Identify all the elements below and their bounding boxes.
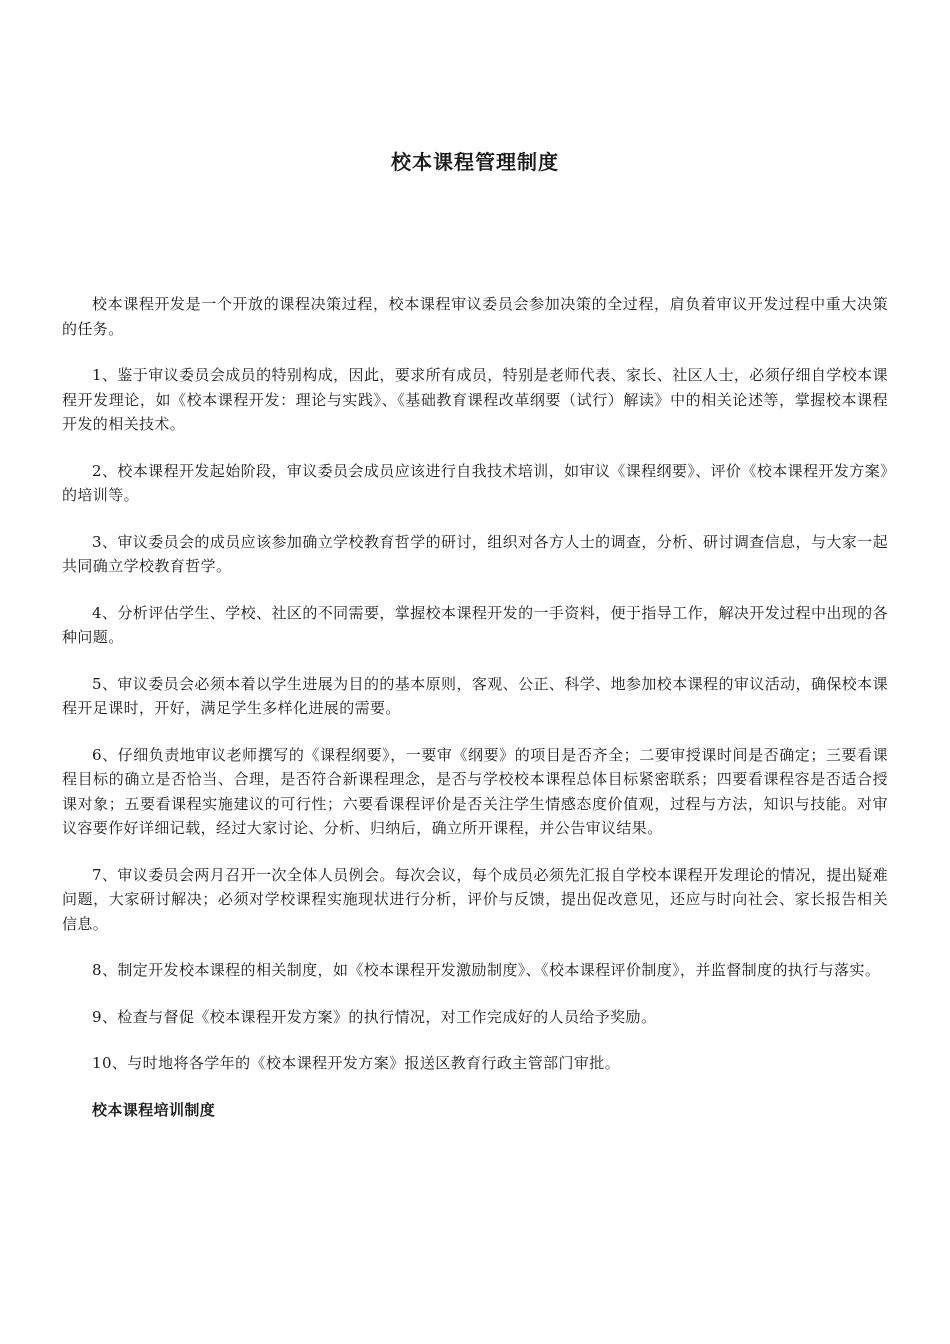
rule-paragraph-5: 5、审议委员会必须本着以学生进展为目的的基本原则，客观、公正、科学、地参加校本课程的审议活动，确保校本课程开足课时，开好，满足学生多样化进展的需要。 (62, 674, 888, 717)
rule-paragraph-7: 7、审议委员会两月召开一次全体人员例会。每次会议，每个成员必须先汇报自学校本课程开发理论的情况，提出疑难问题，大家研讨解决；必须对学校课程实施现状进行分析，评价与反馈，提出促改意见，还应与时向社会、家长报告相关信息。 (62, 865, 888, 933)
rule-paragraph-9: 9、检查与督促《校本课程开发方案》的执行情况，对工作完成好的人员给予奖励。 (92, 1007, 657, 1026)
rule-paragraph-6: 6、仔细负责地审议老师撰写的《课程纲要》，一要审《纲要》的项目是否齐全；二要审授课时间是否确定；三要看课程目标的确立是否恰当、合理，是否符合新课程理念，是否与学校校本课程总体目标紧密联系；四要看课程容是否适合授课对象；五要看课程实施建议的可行性；六要看课程评价是否关注学生情感态度价值观，过程与方法，知识与技能。对审议容要作好详细记载，经过大家讨论、分析、归纳后，确立所开课程，并公告审议结果。 (62, 745, 888, 837)
rule-paragraph-4: 4、分析评估学生、学校、社区的不同需要，掌握校本课程开发的一手资料，便于指导工作，解决开发过程中出现的各种问题。 (62, 603, 888, 646)
document-title: 校本课程管理制度 (391, 150, 559, 174)
intro-paragraph: 校本课程开发是一个开放的课程决策过程，校本课程审议委员会参加决策的全过程，肩负着审议开发过程中重大决策的任务。 (62, 295, 888, 338)
rule-paragraph-10: 10、与时地将各学年的《校本课程开发方案》报送区教育行政主管部门审批。 (92, 1054, 621, 1072)
section-heading: 校本课程培训制度 (92, 1100, 216, 1119)
rule-paragraph-8: 8、制定开发校本课程的相关制度，如《校本课程开发激励制度》、《校本课程评价制度》，并监督制度的执行与落实。 (92, 961, 881, 979)
rule-paragraph-2: 2、校本课程开发起始阶段，审议委员会成员应该进行自我技术培训，如审议《课程纲要》、评价《校本课程开发方案》的培训等。 (62, 461, 888, 504)
document-body (62, 292, 888, 1122)
rule-paragraph-3: 3、审议委员会的成员应该参加确立学校教育哲学的研讨，组织对各方人士的调查，分析、研讨调查信息，与大家一起共同确立学校教育哲学。 (62, 532, 888, 575)
rule-paragraph-1: 1、鉴于审议委员会成员的特别构成，因此，要求所有成员，特别是老师代表、家长、社区人士，必须仔细自学校本课程开发理论，如《校本课程开发：理论与实践》、《基础教育课程改革纲要（试行）解读》中的相关论述等，掌握校本课程开发的相关技术。 (62, 366, 888, 433)
